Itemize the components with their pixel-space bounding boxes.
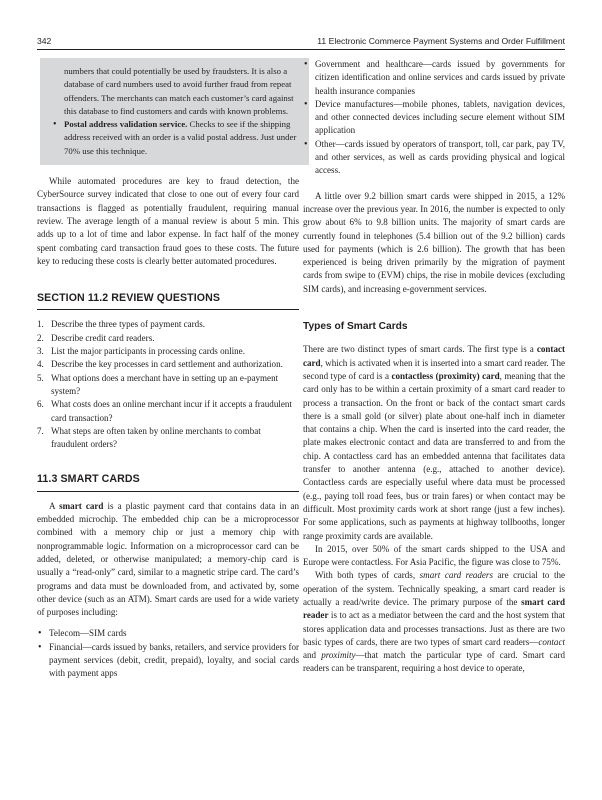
term-proximity: proximity	[321, 650, 356, 661]
question-number: 2.	[37, 332, 44, 343]
term-contactless-card: contactless (proximity) card	[391, 370, 500, 381]
box-bullet-term: Postal address validation service.	[64, 119, 188, 130]
question-number: 3.	[37, 346, 44, 357]
paragraph-smart-card-definition	[37, 500, 299, 620]
question-number: 1.	[37, 319, 44, 330]
paragraph-shipments: A little over 9.2 billion smart cards were shipped in 2015, a 12% increase over the previous year. In 2016, the number is expected to only grow about 6% to 9.8 billion units. The majority of smart cards are currently found in telephones (5.4 billion out of the 9.2 billion) cards used for payments (which is 2.6 billion). The growth that has been experienced is being driven primarily by the migration of payment cards from swipe to (EVM) chips, the rise in mobile devices (excluding SIM cards), and increasing e-government services.	[303, 190, 565, 294]
use-item	[303, 138, 565, 178]
use-text: Device manufactures—mobile phones, tablets, navigation devices, and other connected devices including secure element without SIM application	[315, 98, 565, 136]
box-bullet-list	[53, 118, 299, 158]
text-run: There are two distinct types of smart cards. The first type is a	[303, 344, 537, 355]
use-item	[303, 58, 565, 98]
text-run: With both types of cards,	[315, 570, 420, 581]
bullet-icon: •	[38, 641, 42, 653]
question-text: What steps are often taken by online merchants to combat fraudulent orders?	[51, 425, 261, 450]
question-text: What options does a merchant have in setting up an e-payment system?	[51, 372, 279, 396]
fraud-techniques-box	[40, 58, 309, 165]
use-item	[37, 627, 299, 640]
text-run: are crucial to the operation of the system. Technically speaking, a smart card reader is actually a read/write device. The primary purpose of the	[303, 570, 565, 607]
text-run: , meaning that the card only has to be within a certain proximity of a smart card reader to process a transaction. On the front or back of the contact smart cards there is a small gold (or silver) plate about one-half inch in diameter that contains a chip. When the card is inserted into the card reader, the plate makes electronic contact and data are transferred to and from the chip. A contactless card has an embedded antenna that facilitates data transfer to another antenna (e.g., attached to another device). Contactless cards are especially useful where data must be processed (e.g., paying toll road fees, bus or train fares) or when contact may be difficult. Most proximity cards work at short range (just a few inches). For some applications, such as payments at highway tollbooths, longer range proximity cards are available.	[303, 370, 566, 541]
use-text: Telecom—SIM cards	[49, 628, 127, 639]
text-run: is a plastic payment card that contains data in an embedded microchip. The embedded chip can be a microprocessor combined with a memory chip or just a memory chip with nonprogrammable logic. Information on a microprocessor card can be added, deleted, or otherwise manipulated; a memory-chip card is usually a “read-only” card, similar to a magnetic stripe card. The card’s programs and data must be downloaded from, and activated by, some other device (such as an ATM). Smart cards are used for a wide variety of purposes including:	[37, 500, 299, 618]
text-run: is to act as a mediator between the card and the host system that stores application data and processes transactions. Just as there are two basic types of cards, there are two types of smart card readers—	[303, 610, 565, 647]
paragraph-card-readers	[303, 569, 565, 675]
subheading-types-of-smart-cards: Types of Smart Cards	[303, 321, 408, 333]
term-smart-card-readers: smart card readers	[419, 570, 493, 581]
box-bullet-text: Checks to see if the shipping address received with an order is a valid postal address. Just under 70% use this technique.	[64, 119, 297, 156]
review-heading-rule	[37, 309, 299, 310]
text-run: and	[303, 650, 322, 661]
question-text: Describe the key processes in card settlement and authorization.	[51, 359, 283, 370]
running-header	[37, 36, 565, 50]
right-column	[303, 58, 565, 676]
text-run: —that match the particular type of card. Smart card readers can be transparent, requiring a host device to operate,	[303, 650, 566, 674]
question-number: 7.	[37, 425, 44, 436]
question-text: What costs does an online merchant incur if it accepts a fraudulent card transaction?	[51, 399, 292, 423]
term-contact-card: contact card	[303, 344, 565, 368]
use-item	[37, 641, 299, 681]
review-questions-list	[37, 318, 299, 451]
term-smart-card: smart card	[59, 500, 104, 511]
smart-card-uses-list-continued	[303, 58, 565, 178]
smart-card-uses-list	[37, 627, 299, 680]
header-rule	[37, 49, 565, 50]
term-contact: contact	[538, 636, 565, 647]
text-run: A	[49, 500, 60, 511]
question-number: 6.	[37, 399, 44, 410]
question-text: List the major participants in processing cards online.	[51, 346, 245, 357]
question-item	[37, 345, 299, 358]
bullet-icon: •	[53, 119, 57, 131]
box-continuation-text: numbers that could potentially be used by fraudsters. It is also a database of card numbers used to avoid further fraud from repeat offenders. The merchants can match each customer’s card against this database to find customers and cards with known problems.	[64, 66, 294, 116]
page-number: 342	[37, 36, 52, 46]
question-item	[37, 398, 299, 425]
paragraph-card-types	[303, 343, 565, 542]
bullet-icon: •	[304, 138, 308, 150]
bullet-icon: •	[38, 628, 42, 640]
use-text: Government and healthcare—cards issued by governments for citizen identification and online services and cards issued by private health insurance companies	[315, 59, 565, 96]
question-item	[37, 318, 299, 331]
use-text: Financial—cards issued by banks, retailers, and service providers for payment services (debit, credit, prepaid), loyalty, and social cards with payment apps	[49, 641, 299, 679]
section-heading-rule	[37, 491, 299, 492]
section-heading-smart-cards: 11.3 SMART CARDS	[37, 473, 140, 486]
question-number: 4.	[37, 359, 44, 370]
question-item	[37, 425, 299, 452]
question-item	[37, 332, 299, 345]
term-smart-card-reader: smart card reader	[303, 596, 565, 621]
review-questions-heading: SECTION 11.2 REVIEW QUESTIONS	[37, 292, 221, 305]
question-text: Describe credit card readers.	[51, 332, 155, 343]
bullet-icon: •	[304, 98, 308, 110]
question-number: 5.	[37, 372, 44, 383]
box-bullet-item	[53, 118, 299, 158]
paragraph-manual-review: While automated procedures are key to fraud detection, the CyberSource survey indicated that close to one out of every four card transactions is flagged as potentially fraudulent, requiring manual review. The average length of a manual review is about 5 min. This adds up to a lot of time and labor expense. In fact half of the money spent combating card transaction fraud goes to these costs. The future key to reducing these costs is clearly better automated procedures.	[37, 176, 299, 266]
question-item	[37, 372, 299, 399]
running-title: 11 Electronic Commerce Payment Systems and Order Fulfillment	[317, 36, 565, 46]
left-column	[37, 58, 299, 681]
question-item	[37, 358, 299, 371]
question-text: Describe the three types of payment cards.	[51, 319, 205, 330]
text-run: , which is activated when it is inserted into a smart card reader. The second type of card is a	[303, 357, 565, 381]
bullet-icon: •	[304, 59, 308, 70]
use-item	[303, 98, 565, 138]
use-text: Other—cards issued by operators of transport, toll, car park, pay TV, and other services, as well as cards providing physical and logical access.	[315, 138, 565, 176]
paragraph-contactless-share: In 2015, over 50% of the smart cards shipped to the USA and Europe were contactless. For Asia Pacific, the figure was close to 75%.	[303, 543, 565, 568]
